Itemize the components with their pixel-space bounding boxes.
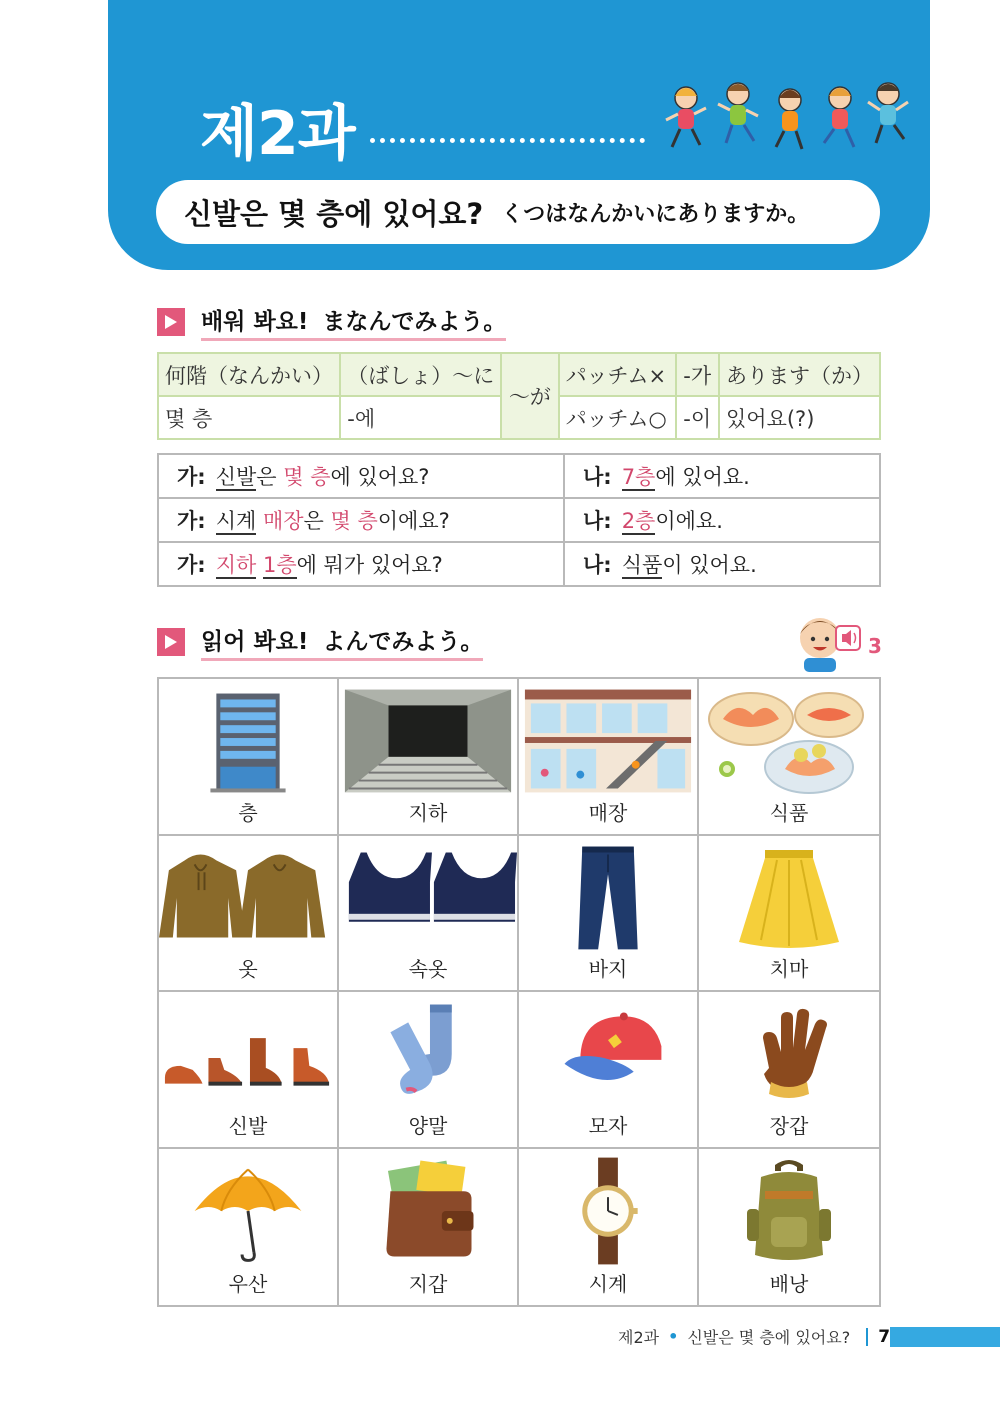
grammar-cell: パッチム○ [559, 396, 677, 439]
glove-icon [699, 998, 879, 1110]
dialogue-fragment: 에 뭐가 있어요? [296, 553, 443, 577]
building-icon [159, 685, 337, 797]
dialogue-answer [564, 542, 880, 586]
dialogue-row [158, 498, 880, 542]
food-icon [699, 685, 879, 797]
dialogue-fragment [256, 553, 263, 577]
vocab-label: 바지 [588, 957, 628, 981]
footer-title: 신발은 몇 층에 있어요? [687, 1328, 851, 1347]
footer-divider [866, 1328, 868, 1346]
dialogue-highlight: 지하 [215, 553, 257, 577]
dialogue-fragment: 식품 [621, 553, 663, 577]
grammar-cell: -이 [676, 396, 719, 439]
umbrella-icon [159, 1155, 337, 1267]
vocab-cell [339, 992, 519, 1149]
skirt-icon [699, 842, 879, 954]
vocab-label: 모자 [588, 1113, 628, 1138]
vocab-cell [699, 679, 879, 836]
speaker-label: 나: [583, 465, 612, 489]
cap-icon [519, 998, 697, 1110]
page-number: 7 [878, 1326, 891, 1347]
lesson-title: 제2과 [200, 99, 355, 169]
dialogue-highlight: 7층 [621, 465, 656, 489]
lesson-subtitle [156, 180, 880, 244]
audio-track-number: 3 [868, 634, 882, 658]
vocab-label: 장갑 [769, 1113, 809, 1138]
dialogue-fragment: 이에요? [377, 509, 450, 533]
store-floor-icon [519, 685, 697, 797]
dialogue-fragment: 이 있어요. [662, 553, 757, 577]
speaker-label: 나: [583, 509, 612, 533]
subtitle-japanese: くつはなんかいにありますか。 [501, 201, 810, 227]
dialogue-row [158, 542, 880, 586]
speaker-label: 가: [177, 509, 206, 533]
vocab-cell [159, 992, 339, 1149]
grammar-cell: 몇 층 [158, 396, 340, 439]
dialogue-fragment: 에 있어요? [330, 465, 430, 489]
vocab-cell [699, 1149, 879, 1306]
watch-icon [519, 1155, 697, 1267]
grammar-cell: あります（か） [719, 353, 880, 396]
play-triangle-icon [157, 628, 185, 656]
dialogue-question [158, 542, 564, 586]
speaker-label: 나: [583, 553, 612, 577]
grammar-cell: -가 [676, 353, 719, 396]
grammar-cell: パッチム× [559, 353, 677, 396]
vocab-label: 치마 [769, 957, 809, 981]
section-learn-ja: まなんでみよう。 [322, 309, 507, 335]
wallet-icon [339, 1155, 517, 1267]
socks-icon [339, 998, 517, 1110]
title-dotted-line [370, 138, 645, 143]
shoes-icon [159, 998, 337, 1110]
section-read-ja: よんでみよう。 [322, 629, 484, 655]
dialogue-highlight: 매장 [262, 509, 304, 533]
dialogue-highlight: 2층 [621, 509, 656, 533]
grammar-cell-particle: 〜が [501, 353, 558, 439]
dialogue-highlight: 몇 층 [330, 509, 378, 533]
dialogue-row [158, 454, 880, 498]
speaker-label: 가: [177, 465, 206, 489]
vocab-cell [519, 836, 699, 993]
grammar-cell: （ばしょ）〜に [340, 353, 501, 396]
vocab-label: 식품 [769, 800, 809, 825]
running-kids-illustration-icon [664, 78, 914, 156]
dialogue-fragment: 은 [256, 465, 284, 489]
backpack-icon [699, 1155, 879, 1267]
underground-stairs-icon [339, 685, 517, 797]
vocab-label: 시계 [588, 1272, 628, 1296]
grammar-cell: 있어요(?) [719, 396, 880, 439]
hoodie-icon [159, 842, 337, 954]
speaker-label: 가: [177, 553, 206, 577]
dialogue-fragment: 신발 [215, 465, 257, 489]
dialogue-highlight: 1층 [262, 553, 297, 577]
play-triangle-icon [157, 308, 185, 336]
dialogue-fragment: 이에요. [655, 509, 723, 533]
vocab-cell [159, 679, 339, 836]
underwear-icon [339, 842, 517, 954]
dialogue-highlight: 몇 층 [283, 465, 331, 489]
vocabulary-grid [157, 677, 881, 1307]
vocab-label: 신발 [228, 1113, 268, 1138]
dialogue-fragment [256, 509, 263, 533]
vocab-cell [339, 679, 519, 836]
section-read-ko: 읽어 봐요! [201, 629, 309, 655]
vocab-cell [699, 992, 879, 1149]
dialogue-table [157, 453, 881, 587]
dialogue-fragment: 에 있어요. [655, 465, 750, 489]
subtitle-korean: 신발은 몇 층에 있어요? [184, 196, 484, 231]
vocab-cell [159, 1149, 339, 1306]
vocab-label: 지하 [408, 800, 448, 825]
vocab-label: 속옷 [408, 957, 448, 981]
vocab-label: 배낭 [769, 1272, 809, 1296]
dialogue-fragment: 은 [303, 509, 331, 533]
vocab-cell [519, 679, 699, 836]
section-read-title [201, 623, 483, 661]
vocab-cell [519, 1149, 699, 1306]
vocab-label: 지갑 [408, 1272, 448, 1296]
vocab-label: 층 [238, 800, 258, 825]
footer-lesson: 제2과 [618, 1328, 660, 1347]
vocab-label: 옷 [238, 957, 258, 981]
dialogue-question [158, 454, 564, 498]
pants-icon [519, 842, 697, 954]
vocab-label: 우산 [228, 1272, 268, 1296]
vocab-cell [159, 836, 339, 993]
section-learn-ko: 배워 봐요! [201, 309, 309, 335]
dialogue-answer [564, 454, 880, 498]
vocab-cell [339, 836, 519, 993]
section-read-heading [157, 623, 483, 661]
footer-separator-dot-icon: • [668, 1327, 679, 1346]
dialogue-fragment: 시계 [215, 509, 257, 533]
vocab-label: 양말 [408, 1113, 448, 1138]
vocab-cell [699, 836, 879, 993]
grammar-cell: -에 [340, 396, 501, 439]
dialogue-answer [564, 498, 880, 542]
vocab-cell [519, 992, 699, 1149]
vocab-label: 매장 [588, 800, 628, 825]
section-learn-heading [157, 303, 506, 341]
lesson-header [108, 0, 930, 270]
grammar-cell: 何階（なんかい） [158, 353, 340, 396]
grammar-table [157, 352, 881, 440]
vocab-cell [339, 1149, 519, 1306]
page-footer [618, 1325, 890, 1348]
section-learn-title [201, 303, 506, 341]
dialogue-question [158, 498, 564, 542]
footer-stripe [890, 1327, 1000, 1347]
